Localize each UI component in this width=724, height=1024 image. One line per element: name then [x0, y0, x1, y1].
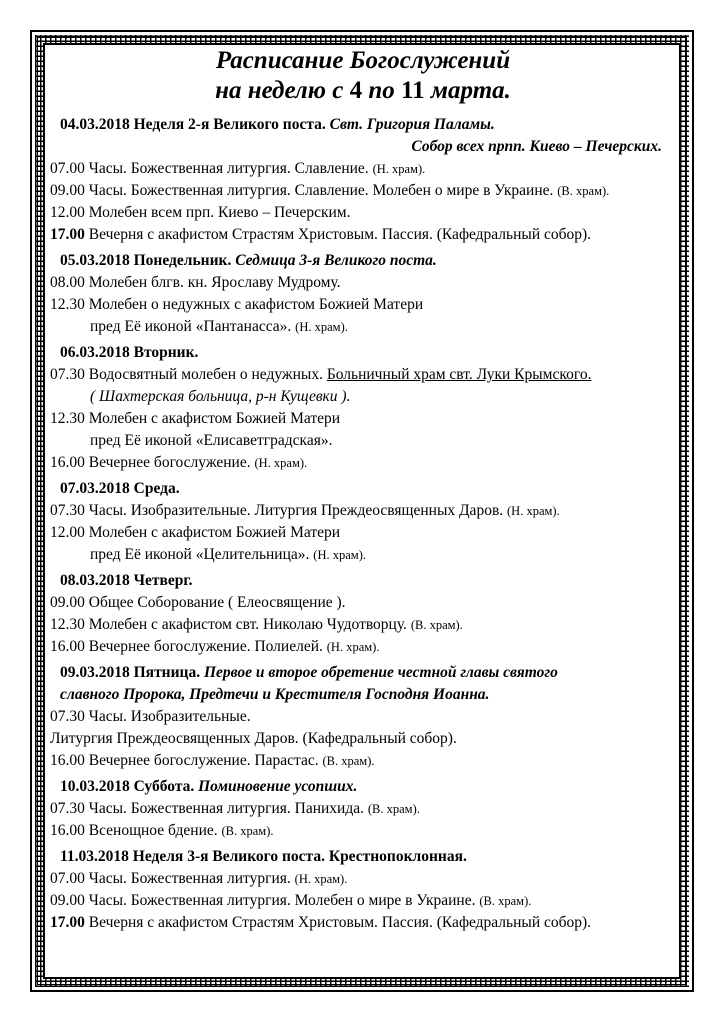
day-weekday: Среда. [133, 480, 180, 497]
service-line [50, 272, 676, 294]
day-weekday: Суббота. [133, 778, 195, 795]
day-heading [50, 342, 676, 364]
service-text: Молебен блгв. кн. Ярославу Мудрому. [88, 274, 341, 291]
service-location: (Н. храм). [507, 504, 560, 518]
day-date: 11.03.2018 [60, 848, 129, 865]
service-time: 12.30 [50, 296, 85, 313]
service-line [50, 386, 676, 408]
service-text: Молебен с акафистом Божией Матери [88, 410, 341, 427]
service-time: 07.00 [50, 160, 85, 177]
day-block [50, 570, 676, 658]
service-line [50, 614, 676, 636]
service-time: 09.00 [50, 892, 85, 909]
day-weekday: Четверг. [133, 572, 193, 589]
service-location: (Н. храм). [295, 320, 348, 334]
service-time: 07.00 [50, 870, 85, 887]
service-location: (В. храм). [410, 618, 463, 632]
service-line [50, 452, 676, 474]
service-location: (Н. храм). [254, 456, 308, 470]
day-note-cont: Собор всех прпп. Киево – Печерских. [411, 138, 662, 155]
service-location: (В. храм). [479, 894, 532, 908]
service-text: Вечерня с акафистом Страстям Христовым. Пассия. (Кафедральный собор). [88, 914, 592, 931]
service-text: Молебен всем прп. Киево – Печерским. [88, 204, 351, 221]
service-text: Часы. Изобразительные. [88, 708, 251, 725]
service-line [50, 868, 676, 890]
day-block [50, 662, 676, 772]
service-line [50, 430, 676, 452]
day-date: 06.03.2018 [60, 344, 130, 361]
service-line [50, 316, 676, 338]
service-line [50, 798, 676, 820]
service-location: (В. храм). [221, 824, 274, 838]
service-line [50, 180, 676, 202]
day-heading [50, 478, 676, 500]
service-line [50, 224, 676, 246]
service-time: 16.00 [50, 454, 85, 471]
day-date: 05.03.2018 [60, 252, 130, 269]
service-text: Часы. Божественная литургия. Панихида. [88, 800, 364, 817]
service-line [50, 890, 676, 912]
service-text: Часы. Божественная литургия. Молебен о мире в Украине. [88, 892, 476, 909]
service-line [50, 202, 676, 224]
service-text: Молебен о недужных с акафистом Божией Матери [88, 296, 424, 313]
day-date: 04.03.2018 [60, 116, 130, 133]
day-block [50, 114, 676, 246]
service-line [50, 728, 676, 750]
service-location: (Н. храм). [372, 162, 426, 176]
service-text: Молебен с акафистом Божией Матери [88, 524, 341, 541]
service-text: пред Её иконой «Елисаветградская». [90, 432, 333, 449]
service-time: 16.00 [50, 822, 85, 839]
service-line [50, 544, 676, 566]
day-date: 07.03.2018 [60, 480, 130, 497]
service-location: (Н. храм). [313, 548, 366, 562]
day-heading [50, 570, 676, 592]
schedule-document [50, 46, 676, 934]
service-text: Вечернее богослужение. Парастас. [88, 752, 319, 769]
service-time: 12.00 [50, 524, 85, 541]
service-line [50, 294, 676, 316]
day-weekday: Неделя 3-я Великого поста. Крестнопоклонная. [132, 848, 467, 865]
service-text: Всенощное бдение. [88, 822, 218, 839]
day-date: 08.03.2018 [60, 572, 130, 589]
service-text: Часы. Божественная литургия. Славление. [88, 160, 369, 177]
service-text: Часы. Божественная литургия. [88, 870, 291, 887]
service-text: Молебен с акафистом свт. Николаю Чудотворцу. [88, 616, 407, 633]
service-text: Часы. Божественная литургия. Славление. Молебен о мире в Украине. [88, 182, 554, 199]
service-time: 07.30 [50, 366, 85, 383]
service-line [50, 158, 676, 180]
service-line [50, 750, 676, 772]
service-time: 09.00 [50, 594, 85, 611]
day-heading [50, 846, 676, 868]
day-weekday: Пятница. [133, 664, 201, 681]
service-location: (В. храм). [322, 754, 375, 768]
service-time: 07.30 [50, 708, 85, 725]
service-line [50, 912, 676, 934]
service-time: 17.00 [50, 226, 85, 243]
service-text: Общее Соборование ( Елеосвящение ). [88, 594, 346, 611]
service-line [50, 820, 676, 842]
day-date: 10.03.2018 [60, 778, 130, 795]
page-subtitle: на неделю с 4 по 11 марта. [215, 77, 511, 104]
day-heading [50, 662, 676, 706]
day-block [50, 846, 676, 934]
day-weekday: Неделя 2-я Великого поста. [133, 116, 326, 133]
day-heading [50, 776, 676, 798]
service-line [50, 706, 676, 728]
service-time: 16.00 [50, 752, 85, 769]
page-title: Расписание Богослужений [215, 47, 511, 74]
service-location: (В. храм). [557, 184, 610, 198]
service-line [50, 522, 676, 544]
service-text: Литургия Преждеосвященных Даров. (Кафедральный собор). [50, 730, 457, 747]
day-note-line2: славного Пророка, Предтечи и Крестителя Господня Иоанна. [60, 686, 490, 703]
day-date: 09.03.2018 [60, 664, 130, 681]
service-location: (Н. храм). [326, 640, 380, 654]
service-line [50, 364, 676, 386]
day-note: Седмица 3-я Великого поста. [235, 252, 437, 269]
day-note: Свт. Григория Паламы. [329, 116, 495, 133]
service-text: Вечернее богослужение. Полиелей. [88, 638, 323, 655]
service-line [50, 592, 676, 614]
service-time: 12.00 [50, 204, 85, 221]
service-text: Вечерня с акафистом Страстям Христовым. Пассия. (Кафедральный собор). [88, 226, 592, 243]
service-location: (В. храм). [367, 802, 420, 816]
service-time: 07.30 [50, 800, 85, 817]
day-block [50, 250, 676, 338]
service-location: (Н. храм). [294, 872, 348, 886]
service-text: Вечернее богослужение. [88, 454, 251, 471]
day-note: Первое и второе обретение честной главы святого [203, 664, 558, 681]
service-time: 16.00 [50, 638, 85, 655]
service-time: 09.00 [50, 182, 85, 199]
service-text: пред Её иконой «Целительница». [90, 546, 310, 563]
service-text: Часы. Изобразительные. Литургия Преждеосвященных Даров. [88, 502, 504, 519]
day-weekday: Понедельник. [133, 252, 232, 269]
day-block [50, 342, 676, 474]
day-weekday: Вторник. [133, 344, 199, 361]
service-time: 12.30 [50, 616, 85, 633]
service-time: 07.30 [50, 502, 85, 519]
service-text: ( Шахтерская больница, р-н Кущевки ). [90, 388, 351, 405]
service-line [50, 636, 676, 658]
service-time: 08.00 [50, 274, 85, 291]
service-text: Водосвятный молебен о недужных. [88, 366, 323, 383]
service-time: 12.30 [50, 410, 85, 427]
service-time: 17.00 [50, 914, 85, 931]
hospital-church-location: Больничный храм свт. Луки Крымского. [326, 366, 592, 383]
day-note: Поминовение усопших. [198, 778, 358, 795]
service-line [50, 408, 676, 430]
day-block [50, 776, 676, 842]
day-heading [50, 114, 676, 158]
day-block [50, 478, 676, 566]
service-text: пред Её иконой «Пантанасса». [90, 318, 292, 335]
service-line [50, 500, 676, 522]
day-heading [50, 250, 676, 272]
